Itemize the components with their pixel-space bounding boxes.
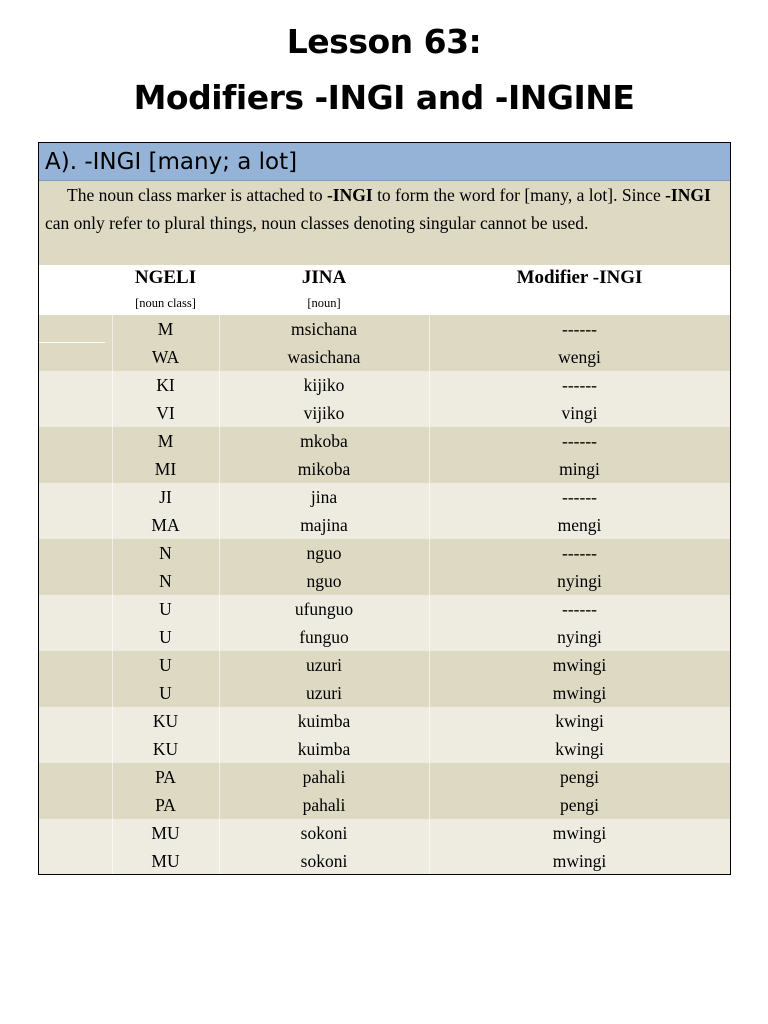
intro-bold-1: -INGI <box>326 185 373 205</box>
table-row <box>39 399 730 427</box>
cell-ngeli: MU <box>151 851 180 871</box>
row-blank-cell <box>39 819 112 847</box>
cell-modifier: ------ <box>562 319 597 339</box>
cell-ngeli: VI <box>156 403 175 423</box>
column-divider <box>112 651 113 679</box>
table-row <box>39 427 730 455</box>
table-row <box>39 595 730 623</box>
intro-bold-2: -INGI <box>665 185 711 205</box>
column-divider <box>219 847 220 875</box>
row-blank-cell <box>39 455 112 483</box>
column-divider <box>219 791 220 819</box>
column-divider <box>429 539 430 567</box>
column-divider <box>112 343 113 371</box>
cell-modifier: kwingi <box>555 711 604 731</box>
cell-jina: kijiko <box>303 375 345 395</box>
cell-modifier: ------ <box>562 543 597 563</box>
intro-text-3: can only refer to plural things, noun classes denoting singular cannot be used. <box>45 213 589 233</box>
cell-ngeli: JI <box>159 487 172 507</box>
table-header <box>39 265 730 315</box>
column-divider <box>112 735 113 763</box>
column-divider <box>429 847 430 875</box>
header-ngeli: NGELI <box>134 267 197 288</box>
cell-jina: mikoba <box>297 459 351 479</box>
column-divider <box>112 847 113 875</box>
cell-ngeli: WA <box>151 347 180 367</box>
column-divider <box>429 315 430 343</box>
table-row <box>39 819 730 847</box>
cell-modifier: pengi <box>560 795 599 815</box>
cell-jina: ufunguo <box>294 599 354 619</box>
column-divider <box>429 707 430 735</box>
table-row <box>39 343 730 371</box>
cell-ngeli: KU <box>152 739 179 759</box>
column-divider <box>219 455 220 483</box>
cell-modifier: mengi <box>557 515 602 535</box>
row-blank-cell <box>39 595 112 623</box>
column-divider <box>219 483 220 511</box>
table-row <box>39 763 730 791</box>
column-divider <box>219 427 220 455</box>
cell-jina: kuimba <box>297 739 351 759</box>
column-divider <box>112 707 113 735</box>
intro-text-1: The noun class marker is attached to <box>67 185 327 205</box>
cell-modifier: ------ <box>562 431 597 451</box>
column-divider <box>219 343 220 371</box>
header-jina-sub: [noun] <box>307 296 341 310</box>
column-divider <box>219 735 220 763</box>
intro-text-2: to form the word for [many, a lot]. Since <box>372 185 666 205</box>
column-divider <box>112 455 113 483</box>
cell-modifier: nyingi <box>557 571 602 591</box>
cell-jina: funguo <box>299 627 349 647</box>
cell-ngeli: U <box>159 683 172 703</box>
column-divider <box>112 511 113 539</box>
column-divider <box>429 371 430 399</box>
table-row <box>39 455 730 483</box>
column-divider <box>219 763 220 791</box>
column-divider <box>219 623 220 651</box>
row-blank-cell <box>39 315 112 343</box>
column-divider <box>112 399 113 427</box>
cell-modifier: ------ <box>562 375 597 395</box>
section-heading: A). -INGI [many; a lot] <box>39 143 730 181</box>
column-divider <box>219 511 220 539</box>
column-divider <box>112 427 113 455</box>
cell-ngeli: KU <box>152 711 179 731</box>
cell-modifier: mwingi <box>552 851 607 871</box>
row-blank-cell <box>39 623 112 651</box>
column-divider <box>429 399 430 427</box>
cell-jina: majina <box>300 515 348 535</box>
row-blank-cell <box>39 651 112 679</box>
column-divider <box>112 539 113 567</box>
table-row <box>39 651 730 679</box>
row-blank-cell <box>39 343 112 371</box>
column-divider <box>112 483 113 511</box>
column-divider <box>112 595 113 623</box>
column-divider <box>219 371 220 399</box>
cell-modifier: mwingi <box>552 683 607 703</box>
column-divider <box>219 539 220 567</box>
column-divider <box>429 595 430 623</box>
cell-modifier: vingi <box>561 403 598 423</box>
table-row <box>39 371 730 399</box>
cell-modifier: wengi <box>558 347 601 367</box>
row-blank-cell <box>39 791 112 819</box>
cell-jina: pahali <box>302 767 346 787</box>
cell-modifier: kwingi <box>555 739 604 759</box>
column-divider <box>429 567 430 595</box>
column-divider <box>219 595 220 623</box>
cell-modifier: mwingi <box>552 655 607 675</box>
table-row <box>39 623 730 651</box>
table-row <box>39 511 730 539</box>
cell-ngeli: MI <box>154 459 177 479</box>
column-divider <box>112 371 113 399</box>
table-row <box>39 567 730 595</box>
cell-ngeli: U <box>159 627 172 647</box>
column-divider <box>429 763 430 791</box>
column-divider <box>429 343 430 371</box>
column-divider <box>112 679 113 707</box>
row-blank-cell <box>39 679 112 707</box>
column-divider <box>429 511 430 539</box>
cell-jina: pahali <box>302 795 346 815</box>
table-row <box>39 483 730 511</box>
column-divider <box>219 315 220 343</box>
column-divider <box>429 819 430 847</box>
header-jina: JINA <box>301 267 347 288</box>
table-row <box>39 315 730 343</box>
cell-ngeli: MU <box>151 823 180 843</box>
row-blank-cell <box>39 707 112 735</box>
column-divider <box>429 735 430 763</box>
column-divider <box>429 623 430 651</box>
section-intro <box>39 181 730 265</box>
cell-ngeli: N <box>159 543 172 563</box>
column-divider <box>112 819 113 847</box>
row-blank-cell <box>39 427 112 455</box>
cell-ngeli: N <box>159 571 172 591</box>
cell-jina: wasichana <box>287 347 361 367</box>
table-row <box>39 539 730 567</box>
cell-jina: msichana <box>290 319 358 339</box>
cell-jina: sokoni <box>300 851 348 871</box>
table-row <box>39 847 730 875</box>
column-divider <box>429 791 430 819</box>
row-blank-cell <box>39 483 112 511</box>
row-blank-cell <box>39 567 112 595</box>
cell-modifier: ------ <box>562 599 597 619</box>
cell-modifier: mingi <box>559 459 600 479</box>
cell-jina: sokoni <box>300 823 348 843</box>
cell-jina: nguo <box>306 543 342 563</box>
column-divider <box>429 483 430 511</box>
column-divider <box>112 315 113 343</box>
column-divider <box>112 763 113 791</box>
cell-modifier: ------ <box>562 487 597 507</box>
cell-ngeli: KI <box>156 375 175 395</box>
cell-jina: uzuri <box>306 683 342 703</box>
cell-jina: nguo <box>306 571 342 591</box>
row-blank-cell <box>39 511 112 539</box>
column-divider <box>219 707 220 735</box>
table-row <box>39 707 730 735</box>
column-divider <box>429 455 430 483</box>
column-divider <box>219 567 220 595</box>
lesson-table-box <box>38 142 731 875</box>
table-row <box>39 791 730 819</box>
column-divider <box>429 651 430 679</box>
cell-jina: mkoba <box>300 431 348 451</box>
cell-ngeli: M <box>157 431 174 451</box>
cell-jina: vijiko <box>303 403 345 423</box>
cell-modifier: nyingi <box>557 627 602 647</box>
column-divider <box>429 679 430 707</box>
row-blank-cell <box>39 371 112 399</box>
header-ngeli-sub: [noun class] <box>135 296 196 310</box>
cell-modifier: mwingi <box>552 823 607 843</box>
row-blank-cell <box>39 399 112 427</box>
column-divider <box>219 399 220 427</box>
lesson-subtitle: Modifiers -INGI and -INGINE <box>133 78 635 117</box>
column-divider <box>112 623 113 651</box>
cell-modifier: pengi <box>560 767 599 787</box>
column-divider <box>112 567 113 595</box>
cell-ngeli: M <box>157 319 174 339</box>
cell-jina: kuimba <box>297 711 351 731</box>
table-row <box>39 679 730 707</box>
cell-ngeli: PA <box>155 795 176 815</box>
table-body <box>39 315 730 875</box>
cell-jina: uzuri <box>306 655 342 675</box>
column-divider <box>219 651 220 679</box>
cell-ngeli: MA <box>151 515 180 535</box>
row-blank-cell <box>39 847 112 875</box>
column-divider <box>429 427 430 455</box>
row-blank-cell <box>39 763 112 791</box>
row-blank-cell <box>39 735 112 763</box>
column-divider <box>112 791 113 819</box>
cell-ngeli: U <box>159 599 172 619</box>
cell-ngeli: PA <box>155 767 176 787</box>
table-row <box>39 735 730 763</box>
cell-jina: jina <box>310 487 338 507</box>
cell-ngeli: U <box>159 655 172 675</box>
intro-paragraph <box>45 181 724 237</box>
column-divider <box>219 819 220 847</box>
header-modifier: Modifier -INGI <box>516 267 643 288</box>
column-divider <box>219 679 220 707</box>
row-blank-cell <box>39 539 112 567</box>
lesson-title: Lesson 63: <box>286 22 482 61</box>
